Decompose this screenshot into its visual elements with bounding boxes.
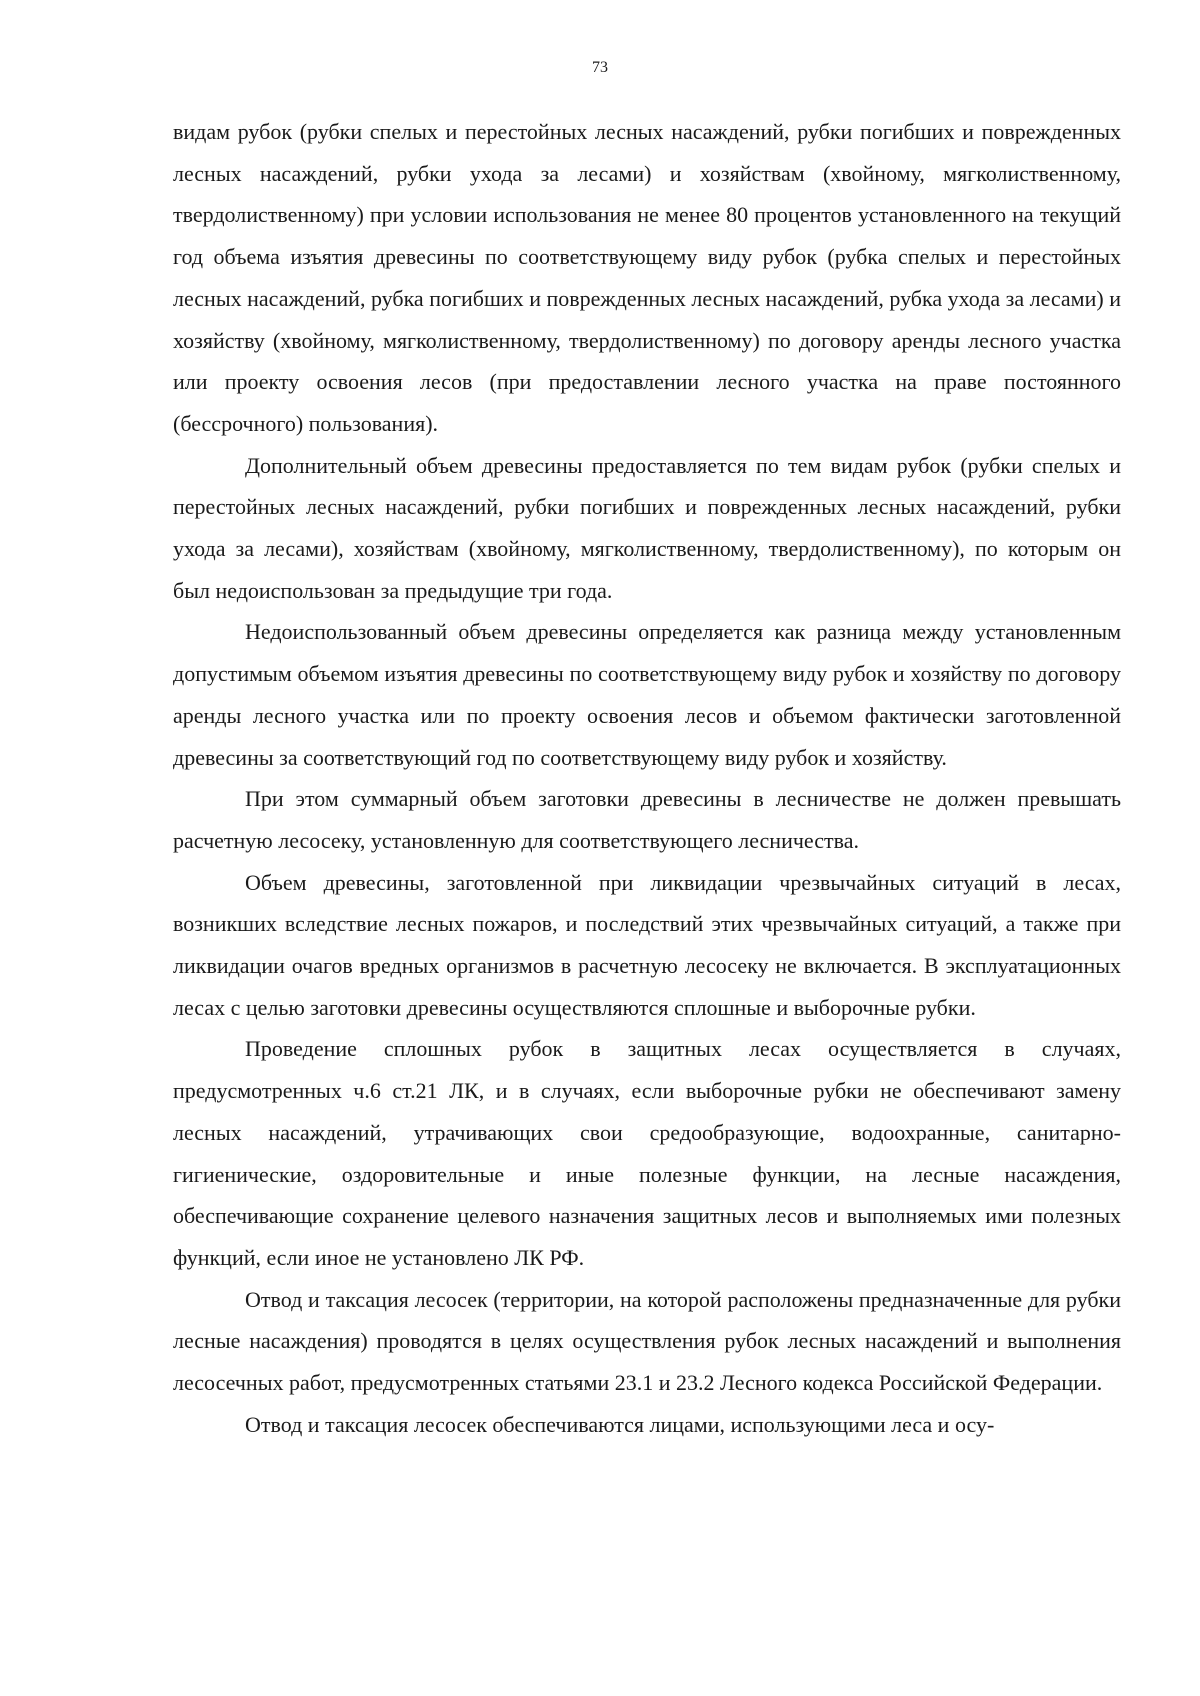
paragraph: Проведение сплошных рубок в защитных лесах осуществляется в случаях, предусмотренных ч.6 ст.21 ЛК, и в случаях, если выборочные рубки не обеспечивают замену лесных насаждений, утрачивающих свои средообразующие, водоохранные, санитарно-гигиенические, оздоровительные и иные полезные функции, на лесные насаждения, обеспечивающие сохранение целевого назначения защитных лесов и выполняемых ими полезных функций, если иное не установлено ЛК РФ. <box>173 1036 1121 1270</box>
paragraph: Отвод и таксация лесосек (территории, на которой расположены предназначенные для рубки лесные насаждения) проводятся в целях осуществления рубок лесных насаждений и выполнения лесосечных работ, предусмотренных статьями 23.1 и 23.2 Лесного кодекса Российской Федерации. <box>173 1286 1121 1396</box>
paragraph: видам рубок (рубки спелых и перестойных лесных насаждений, рубки погибших и поврежденных лесных насаждений, рубки ухода за лесами) и хозяйствам (хвойному, мягколиственному, твердолиственному) при условии использования не менее 80 процентов установленного на текущий год объема изъятия древесины по соответствующему виду рубок (рубка спелых и перестойных лесных насаждений, рубка погибших и поврежденных лесных насаждений, рубка ухода за лесами) и хозяйству (хвойному, мягколиственному, твердолиственному) по договору аренды лесного участка или проекту освоения лесов (при предоставлении лесного участка на праве постоянного (бессрочного) пользования). <box>173 119 1121 436</box>
page-body <box>173 111 1121 1446</box>
page-number: 73 <box>592 59 608 76</box>
paragraph: Отвод и таксация лесосек обеспечиваются лицами, использующими леса и осу- <box>245 1411 995 1437</box>
paragraph: При этом суммарный объем заготовки древесины в лесничестве не должен превышать расчетную лесосеку, установленную для соответствующего лесничества. <box>173 786 1121 853</box>
paragraph: Недоиспользованный объем древесины определяется как разница между установленным допустимым объемом изъятия древесины по соответствующему виду рубок и хозяйству по договору аренды лесного участка или по проекту освоения лесов и объемом фактически заготовленной древесины за соответствующий год по соответствующему виду рубок и хозяйству. <box>173 619 1121 770</box>
paragraph: Объем древесины, заготовленной при ликвидации чрезвычайных ситуаций в лесах, возникших вследствие лесных пожаров, и последствий этих чрезвычайных ситуаций, а также при ликвидации очагов вредных организмов в расчетную лесосеку не включается. В эксплуатационных лесах с целью заготовки древесины осуществляются сплошные и выборочные рубки. <box>173 869 1121 1020</box>
paragraph: Дополнительный объем древесины предоставляется по тем видам рубок (рубки спелых и перестойных лесных насаждений, рубки погибших и поврежденных лесных насаждений, рубки ухода за лесами), хозяйствам (хвойному, мягколиственному, твердолиственному), по которым он был недоиспользован за предыдущие три года. <box>173 452 1121 603</box>
